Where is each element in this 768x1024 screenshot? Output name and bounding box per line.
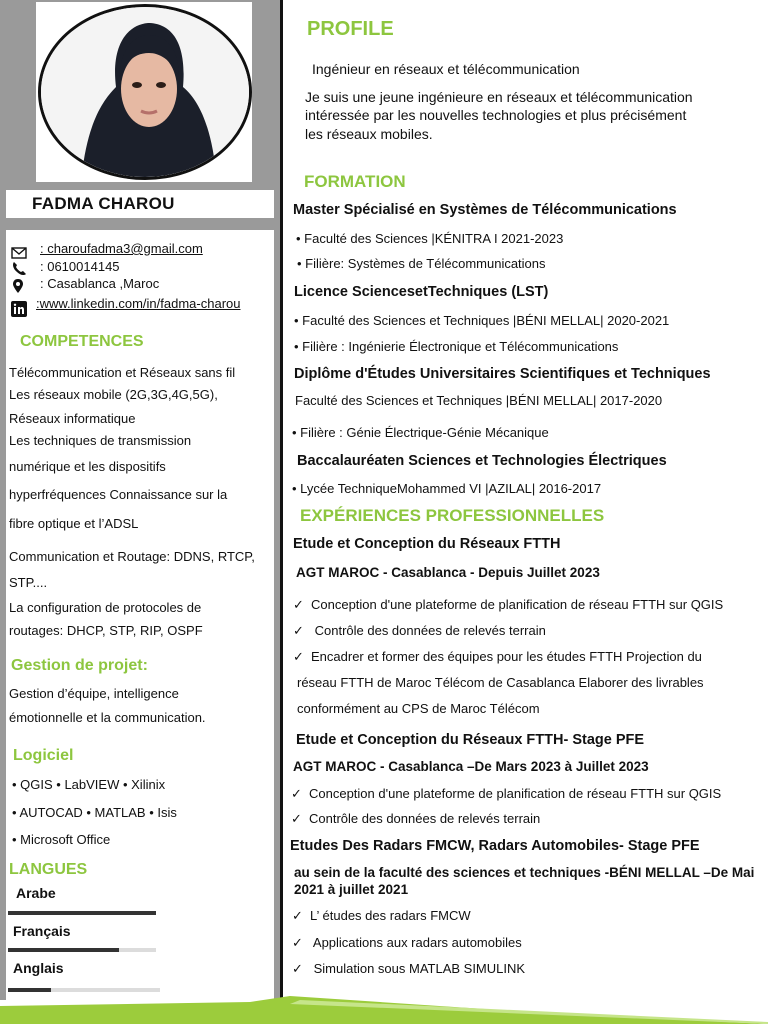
experience-company: AGT MAROC - Casablanca - Depuis Juillet 2023 [296,565,600,580]
language-bar-fill [8,911,156,915]
competence-line: La configuration de protocoles de [9,600,202,615]
language-bar [8,988,160,992]
competence-line: Les réseaux mobile (2G,3G,4G,5G), [9,387,218,402]
competence-line: hyperfréquences Connaissance sur la [9,487,228,502]
profile-text: Je suis une jeune ingénieure en réseaux et télécommunication [305,89,693,105]
formation-title: Baccalauréaten Sciences et Technologies Électriques [297,453,667,469]
portrait-illustration [41,7,252,180]
language-bar-fill [8,988,51,992]
profile-subtitle: Ingénieur en réseaux et télécommunication [312,61,580,77]
competence-line: fibre optique et l’ADSL [9,516,139,531]
language-name: Anglais [13,960,64,976]
formation-detail: • Faculté des Sciences et Techniques |BÉNI MELLAL| 2020-2021 [294,313,670,328]
language-bar [8,948,156,952]
formation-title: Master Spécialisé en Systèmes de Télécommunications [293,202,677,218]
formation-title: Licence SciencesetTechniques (LST) [294,284,549,300]
language-name: Arabe [16,885,56,901]
phone-icon [11,261,27,277]
competences-heading: COMPETENCES [20,333,144,350]
formation-title: Diplôme d'Études Universitaires Scientifiques et Techniques [294,366,711,382]
formation-detail: • Filière : Ingénierie Électronique et Télécommunications [294,339,619,354]
email-link[interactable]: : charoufadma3@gmail.com [40,241,203,256]
location-icon [11,278,27,294]
competence-line: numérique et les dispositifs [9,459,166,474]
linkedin-link[interactable]: :www.linkedin.com/in/fadma-charou [36,296,241,311]
formation-detail: • Faculté des Sciences |KÉNITRA I 2021-2023 [296,231,564,246]
linkedin-icon [11,301,27,317]
experience-item-cont: réseau FTTH de Maroc Télécom de Casablanca Elaborer des livrables [297,675,704,690]
checkmark-icon: ✓ [293,623,304,638]
formation-detail: • Filière: Systèmes de Télécommunications [297,256,546,271]
profile-text: les réseaux mobiles. [305,126,433,142]
checkmark-icon: ✓ [292,908,303,923]
experience-item: ✓ Simulation sous MATLAB SIMULINK [292,961,526,976]
experience-company: AGT MAROC - Casablanca –De Mars 2023 à Juillet 2023 [293,759,649,774]
location-text: : Casablanca ,Maroc [40,276,160,291]
competence-line: routages: DHCP, STP, RIP, OSPF [9,623,203,638]
formation-detail: • Lycée TechniqueMohammed VI |AZILAL| 2016-2017 [292,481,602,496]
checkmark-icon: ✓ [293,597,304,612]
logiciel-row: • QGIS • LabVIEW • Xilinix [12,777,166,792]
phone-number: : 0610014145 [40,259,120,274]
experience-item-cont: conformément au CPS de Maroc Télécom [297,701,540,716]
experience-item: ✓ Contrôle des données de relevés terrain [293,623,546,638]
experience-item: ✓ Encadrer et former des équipes pour les études FTTH Projection du [293,649,702,664]
gestion-heading: Gestion de projet: [11,657,148,674]
experience-item: ✓ Applications aux radars automobiles [292,935,522,950]
formation-detail: Faculté des Sciences et Techniques |BÉNI MELLAL| 2017-2020 [295,393,663,408]
checkmark-icon: ✓ [292,935,303,950]
experience-item: ✓ Conception d'une plateforme de planification de réseau FTTH sur QGIS [291,786,722,801]
experience-company: 2021 à juillet 2021 [294,882,409,897]
experience-title: Etudes Des Radars FMCW, Radars Automobiles- Stage PFE [290,838,700,854]
footer-decoration [0,996,768,1024]
experience-company: au sein de la faculté des sciences et techniques -BÉNI MELLAL –De Mai [294,865,755,880]
experience-title: Etude et Conception du Réseaux FTTH [293,536,561,552]
competence-line: Réseaux informatique [9,411,136,426]
experience-item: ✓ Contrôle des données de relevés terrain [291,811,541,826]
logiciel-row: • AUTOCAD • MATLAB • Isis [12,805,177,820]
profile-heading: PROFILE [307,18,394,40]
gestion-line: Gestion d’équipe, intelligence [9,686,179,701]
langues-heading: LANGUES [9,861,88,878]
experience-title: Etude et Conception du Réseaux FTTH- Stage PFE [296,732,645,748]
checkmark-icon: ✓ [293,649,304,664]
checkmark-icon: ✓ [291,811,302,826]
column-divider [280,0,283,1000]
competence-line: Télécommunication et Réseaux sans fil [9,365,236,380]
competence-line: STP.... [9,575,48,590]
experience-item: ✓ Conception d'une plateforme de planification de réseau FTTH sur QGIS [293,597,724,612]
language-bar-fill [8,948,119,952]
experience-item: ✓ L’ études des radars FMCW [292,908,471,923]
competence-line: Les techniques de transmission [9,433,192,448]
formation-heading: FORMATION [304,172,406,191]
formation-detail: • Filière : Génie Électrique-Génie Mécanique [292,425,549,440]
checkmark-icon: ✓ [291,786,302,801]
language-bar [8,911,156,915]
gestion-line: émotionnelle et la communication. [9,710,206,725]
logiciel-heading: Logiciel [13,747,74,764]
profile-photo [38,4,252,180]
person-name: FADMA CHAROU [32,194,175,213]
logiciel-row: • Microsoft Office [12,832,111,847]
competence-line: Communication et Routage: DDNS, RTCP, [9,549,255,564]
email-icon [11,246,27,262]
profile-text: intéressée par les nouvelles technologies et plus précisément [305,107,687,123]
language-name: Français [13,923,71,939]
checkmark-icon: ✓ [292,961,303,976]
experiences-heading: EXPÉRIENCES PROFESSIONNELLES [300,506,605,525]
